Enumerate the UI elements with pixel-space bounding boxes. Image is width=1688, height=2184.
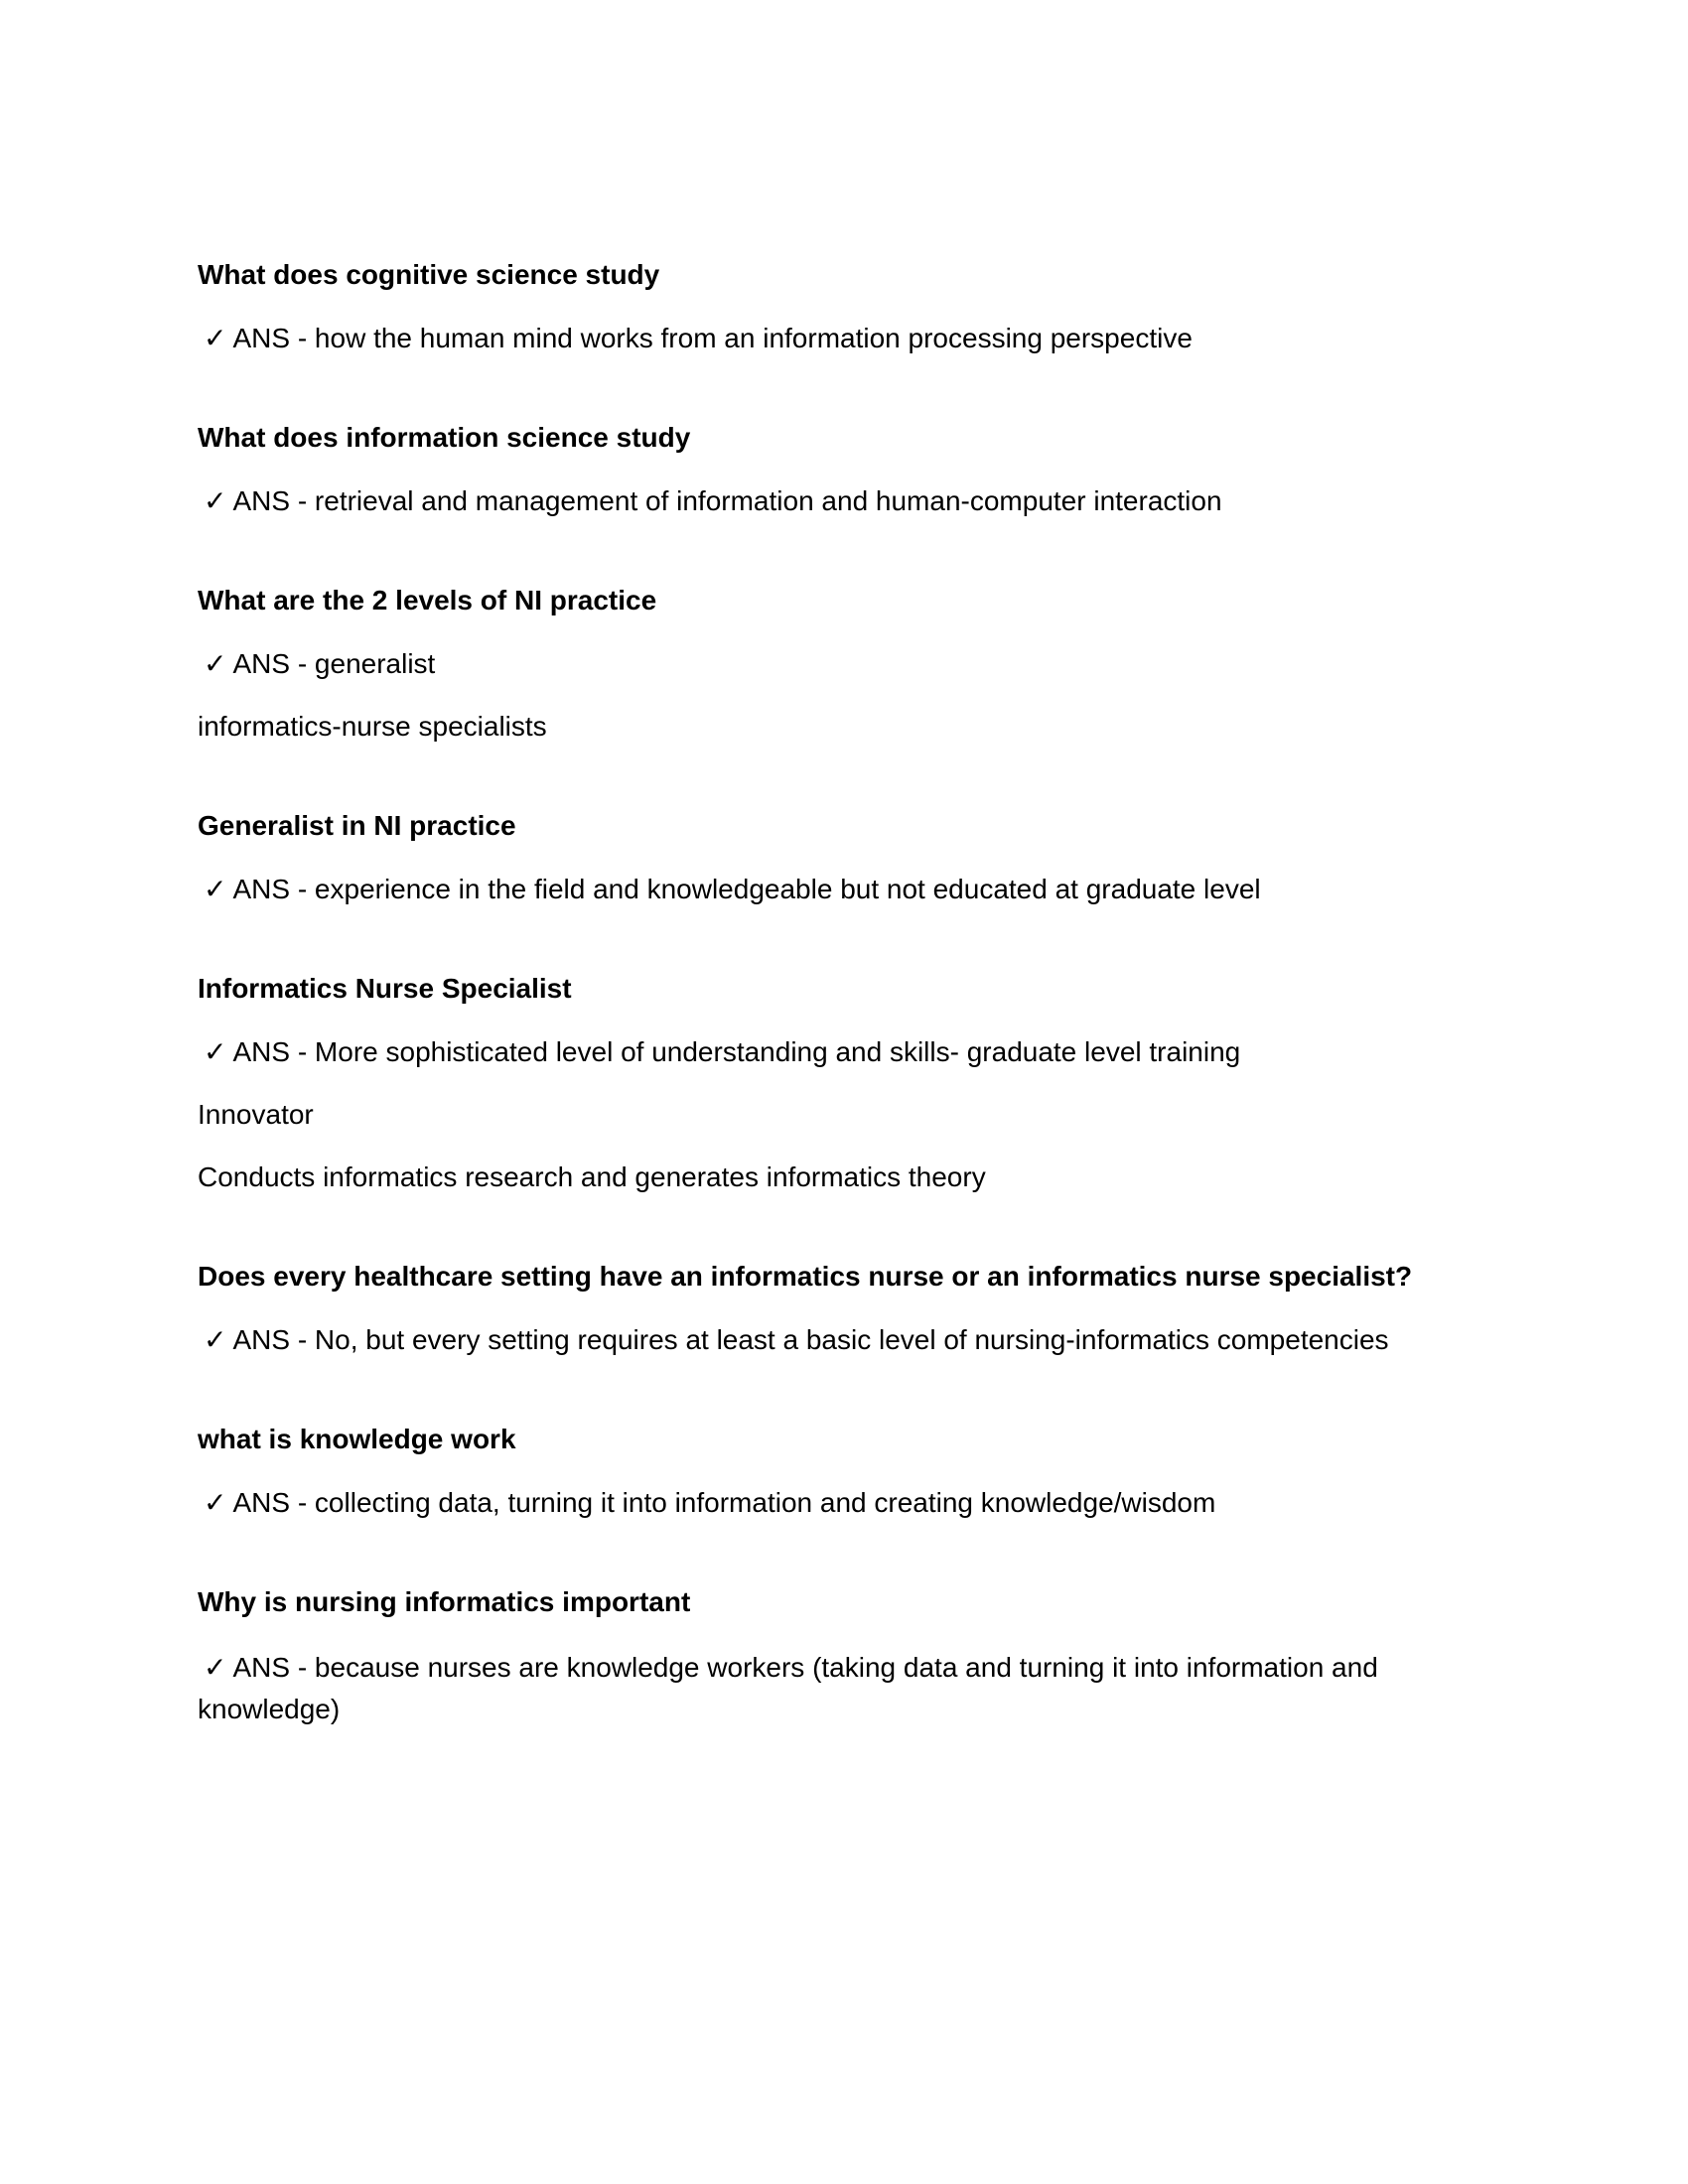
answer-extra-line: Innovator xyxy=(198,1099,314,1130)
answer-text: ANS - because nurses are knowledge workers (taking data and turning it into information and knowledge) xyxy=(198,1652,1378,1724)
question-heading: Generalist in NI practice xyxy=(198,810,516,841)
checkmark-icon: ✓ xyxy=(204,874,227,904)
answer-line xyxy=(198,482,1488,520)
answer-line xyxy=(198,320,1488,357)
answer-text: ANS - retrieval and management of information and human-computer interaction xyxy=(232,485,1222,516)
checkmark-icon: ✓ xyxy=(204,1487,227,1518)
qa-item xyxy=(198,582,1488,746)
checkmark-icon: ✓ xyxy=(204,323,227,353)
question-heading: Why is nursing informatics important xyxy=(198,1586,691,1617)
answer-line xyxy=(198,871,1488,908)
checkmark-icon: ✓ xyxy=(204,1652,227,1683)
answer-text: ANS - experience in the field and knowledgeable but not educated at graduate level xyxy=(232,874,1261,904)
answer-line xyxy=(198,645,1488,683)
checkmark-icon: ✓ xyxy=(204,1036,227,1067)
question-heading: Informatics Nurse Specialist xyxy=(198,973,572,1004)
checkmark-icon: ✓ xyxy=(204,1324,227,1355)
answer-text: ANS - More sophisticated level of understanding and skills- graduate level training xyxy=(232,1036,1241,1067)
qa-item xyxy=(198,807,1488,908)
answer-extra-line: Conducts informatics research and generates informatics theory xyxy=(198,1161,986,1192)
answer-line xyxy=(198,1321,1488,1359)
qa-item xyxy=(198,419,1488,520)
question-heading: what is knowledge work xyxy=(198,1424,516,1454)
answer-line xyxy=(198,1647,1429,1730)
document-page xyxy=(198,256,1488,1730)
answer-text: ANS - how the human mind works from an information processing perspective xyxy=(232,323,1193,353)
answer-text: ANS - generalist xyxy=(232,648,436,679)
answer-text: ANS - collecting data, turning it into information and creating knowledge/wisdom xyxy=(232,1487,1216,1518)
answer-line xyxy=(198,1033,1488,1071)
checkmark-icon: ✓ xyxy=(204,648,227,679)
answer-line xyxy=(198,1484,1488,1522)
qa-item xyxy=(198,256,1488,357)
qa-item xyxy=(198,1421,1488,1522)
answer-text: ANS - No, but every setting requires at least a basic level of nursing-informatics competencies xyxy=(232,1324,1389,1355)
qa-item xyxy=(198,1258,1488,1359)
answer-extra-line: informatics-nurse specialists xyxy=(198,711,547,742)
checkmark-icon: ✓ xyxy=(204,485,227,516)
question-heading: Does every healthcare setting have an informatics nurse or an informatics nurse specialist? xyxy=(198,1261,1413,1292)
question-heading: What does information science study xyxy=(198,422,691,453)
question-heading: What does cognitive science study xyxy=(198,259,660,290)
qa-item xyxy=(198,970,1488,1196)
question-heading: What are the 2 levels of NI practice xyxy=(198,585,657,615)
qa-item xyxy=(198,1583,1488,1730)
